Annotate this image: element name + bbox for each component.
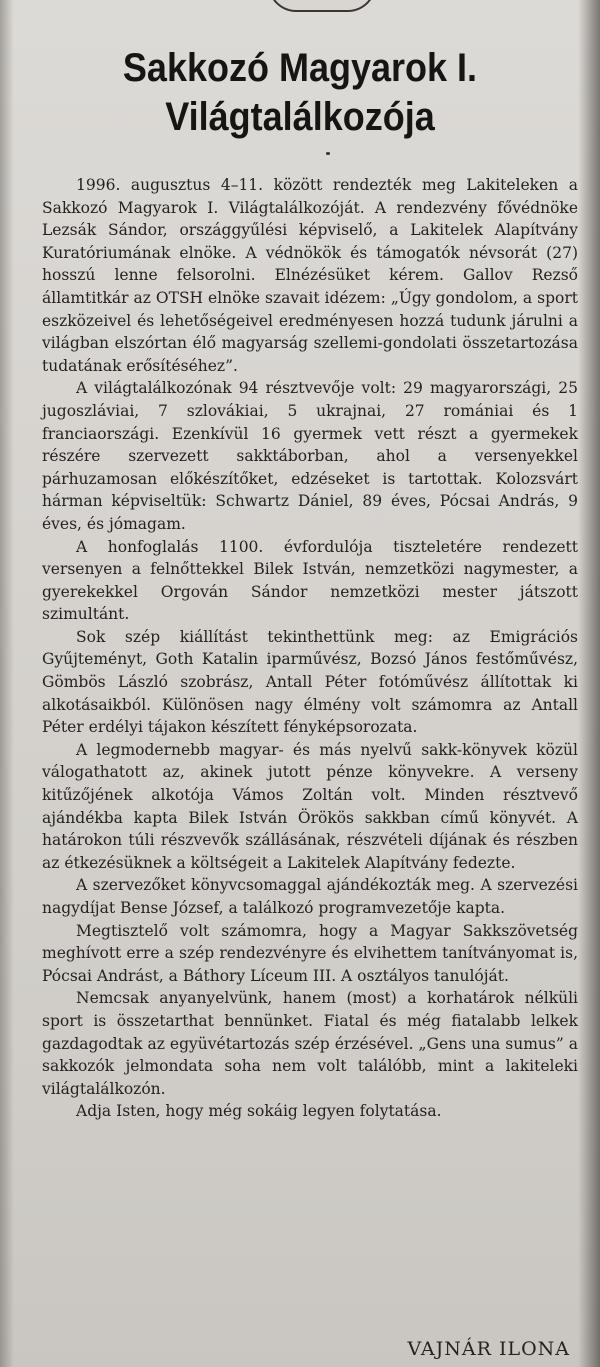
paper-right-shadow bbox=[578, 0, 600, 1367]
paragraph-9: Adja Isten, hogy még sokáig legyen folytatása. bbox=[76, 1102, 442, 1121]
article-title bbox=[30, 44, 570, 142]
paragraph-7: Megtisztelő volt számomra, hogy a Magyar Sakkszövetség meghívott erre a szép rendezvényre és elvihettem tanítványomat is, Pócsai Andrást, a Báthory Líceum III. A osztályos tanulóját. bbox=[42, 921, 578, 985]
paragraph-3: A honfoglalás 1100. évfordulója tiszteletére rendezett versenyen a felnőttekkel Bilek István, nemzetközi nagymester, a gyerekekkel Orgován Sándor nemzetközi mester játszott szimultánt. bbox=[42, 537, 578, 624]
ink-speck bbox=[326, 152, 330, 155]
author-signature: VAJNÁR ILONA bbox=[407, 1338, 570, 1360]
article-title-line-2: Világtalálkozója bbox=[165, 95, 435, 139]
article-body bbox=[42, 174, 578, 1123]
paragraph-8: Nemcsak anyanyelvünk, hanem (most) a korhatárok nélküli sport is összetarthat bennünket. Fiatal és még fiatalabb lelkek gazdagodtak az együvétartozás szép érzésével. „Gens una sumus” a sakkozók jelmondata soha nem volt találóbb, mint a lakiteleki világtalálkozón. bbox=[42, 989, 578, 1098]
article-title-line-1: Sakkozó Magyarok I. bbox=[122, 46, 478, 90]
paper-left-shadow bbox=[0, 0, 14, 1367]
paragraph-6: A szervezőket könyvcsomaggal ajándékozták meg. A szervezési nagydíjat Bense József, a találkozó programvezetője kapta. bbox=[42, 876, 578, 917]
paragraph-1: 1996. augusztus 4–11. között rendezték meg Lakiteleken a Sakkozó Magyarok I. Világtalálkozóját. A rendezvény fővédnöke Lezsák Sándor, országgyűlési képviselő, a Lakitelek Alapítvány Kuratóriumának elnöke. A védnökök és támogatók névsorát (27) hosszú lenne felsorolni. Elnézésüket kérem. Gallov Rezső államtitkár az OTSH elnöke szavait idézem: „Úgy gondolom, a sport eszközeivel és lehetőségeivel eredményesen hozzá tudunk járulni a világban elszórtan élő magyarság szellemi-gondolati összetartozása tudatának erősítéséhez”. bbox=[42, 176, 578, 375]
library-stamp-seal bbox=[268, 0, 376, 12]
paragraph-2: A világtalálkozónak 94 résztvevője volt: 29 magyarországi, 25 jugoszláviai, 7 szlovákiai, 5 ukrajnai, 27 romániai és 1 franciaországi. Ezenkívül 16 gyermek vett részt a gyermekek részére szervezett sakktáborban, ahol a versenyekkel párhuzamosan előkészítőket, edzéseket is tartottak. Kolozsvárt hárman képviseltük: Schwartz Dániel, 89 éves, Pócsai András, 9 éves, és jómagam. bbox=[42, 379, 578, 533]
paragraph-5: A legmodernebb magyar- és más nyelvű sakk-könyvek közül válogathatott az, akinek jutott pénze könyvekre. A verseny kitűzőjének alkotója Vámos Zoltán volt. Minden résztvevő ajándékba kapta Bilek István Örökös sakkban című könyvét. A határokon túli részvevők szállásának, részvételi díjának és részben az étkezésüknek a költségeit a Lakitelek Alapítvány fedezte. bbox=[42, 740, 578, 872]
paragraph-4: Sok szép kiállítást tekinthettünk meg: az Emigrációs Gyűjteményt, Goth Katalin iparművész, Bozsó János festőművész, Gömbös László szobrász, Antall Péter fotóművész állítottak ki alkotásaikból. Különösen nagy élmény volt számomra az Antall Péter erdélyi tájakon készített fényképsorozata. bbox=[42, 627, 578, 737]
